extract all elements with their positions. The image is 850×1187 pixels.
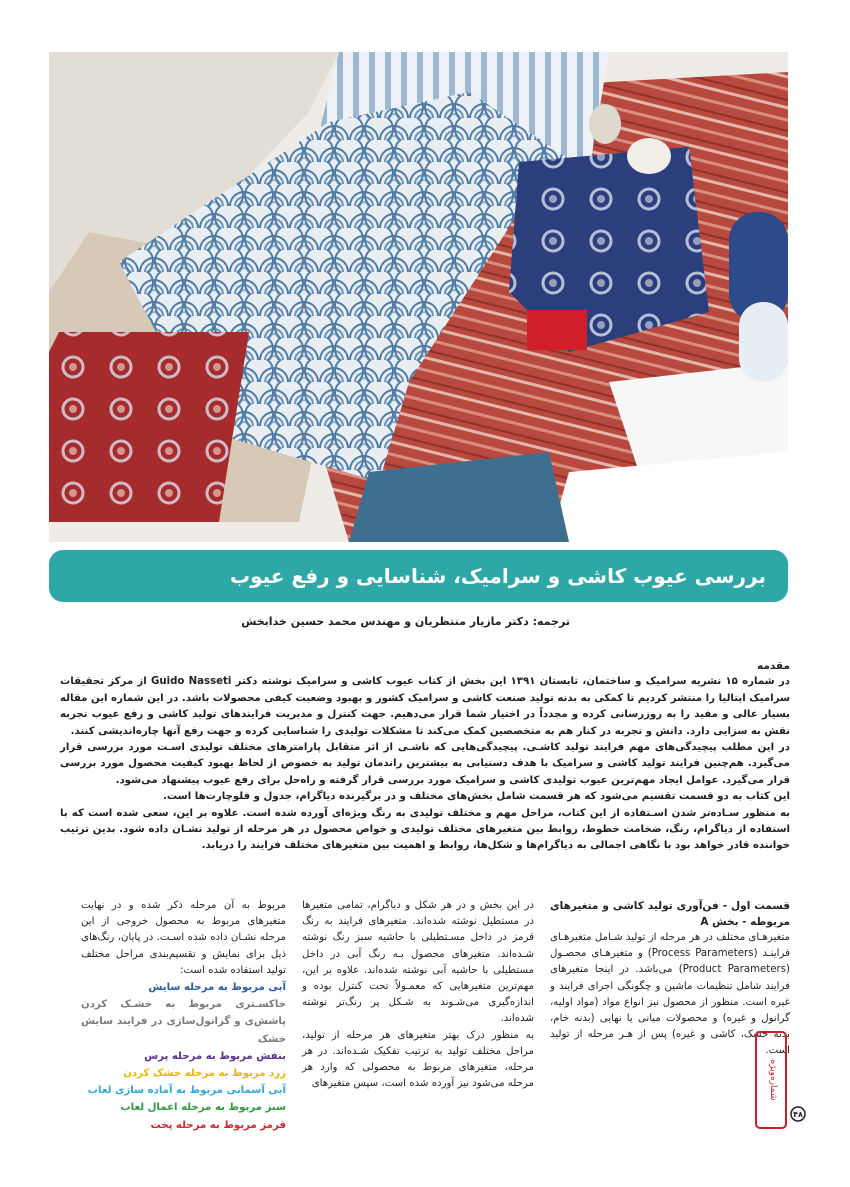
stamp-text: شماره‌ویژه [768,1059,778,1101]
legend-item: زرد مربوط به مرحله خشک کردن [123,1068,286,1080]
page-number: ۴۸ [793,1110,803,1119]
title-banner [49,550,788,602]
column-text: به منظور درک بهتر متغیرهای هر مرحله از تولید، مراحل مختلف تولید به ترتیب تفکیک شـده‌اند. در هر مرحله، متغیرهای مربوط به محصولی که وارد هر مرحله می‌شود نیز آورده شده است، سپس متغیرهای [302,1029,534,1090]
column-text: در این بخش و در هر شکل و دیاگرام، تمامی متغیرها در مستطیل نوشته شده‌اند. متغیرهای فرایند به رنگ قرمز در داخل مسـتطیلی با حاشیه سبز رنگ نوشته شـده‌اند. متغیرهای محصول بـه رنگ آبی در داخل مستطیلی با حاشیه آبی نوشته شده‌اند. علاوه بر این، مهم‌ترین متغیرهایی که معمـولاً تحت کنترل بوده و اندازه‌گیری می‌شـوند به شـکل پر رنگ‌تر نوشته شده‌اند. [302,900,534,1025]
legend-item: خاکسـتری مربوط به خشـک کردن پاشش‌ی و گرانول‌سازی در فرایند سایش خشک [81,999,286,1045]
column-text: متغیرهـای مختلف در هر مرحله از تولید شـامل متغیرهـای فراینـد (Process Parameters) و متغیرهـای محصـول (Product Parameters) می‌باشد. در اینجا متغیرهای فرایند شامل تنظیمات ماشین و چگونگی اجرای فرایند و غیره است. منظور از محصول نیز انواع مواد (مواد اولیه، گرانول و غیره) و محصولات میانی یا نهایی (بدنه خام، بدنه خشک، کاشی و غیره) پس از هـر مرحله از تولید است. [550,932,791,1057]
tiles-illustration [49,52,788,542]
column-middle [302,898,534,1148]
intro-paragraph: این کتاب به دو قسمت تقسیم می‌شود که هر قسمت شامل بخش‌های مختلف و در برگیرنده دیاگرام، جدول و فلوچارت‌ها است. [163,791,790,803]
section-heading: قسمت اول - فن‌آوری تولید کاشی و متغیرهای مربوطه - بخش A [550,900,790,928]
hero-photo [49,52,788,542]
intro-paragraph: به منظور سـاده‌تر شدن اسـتفاده از این کتاب، مراحل مهم و مختلف تولیدی به رنگ ویژه‌ای آورده شده است. علاوه بر این، سعی شده است که با استفاده از دیاگرام، رنگ، ضخامت خطوط، روابط بین متغیرهای مختلف تولیدی و خواص محصول در هر مرحله از تولید نشـان داده شود. بدین ترتیب خواننده قادر خواهد بود با نگاهی اجمالی به دیاگرام‌ها و شکل‌ها، روابط و اهمیت بین متغیرهای مختلف فرایند را دریابد. [60,807,790,852]
legend-item: سبز مربوط به مرحله اعمال لعاب [120,1102,286,1114]
intro-heading: مقدمه [757,660,790,672]
intro-paragraph: در این مطلب پیچیدگی‌های مهم فرایند تولید کاشـی. پیچیدگی‌هایی که ناشـی از اثر متقابل پارامترهای مختلف تولیدی اسـت مورد بررسی قرار می‌گیرد. هم‌چنین فرایند تولید کاشی و سرامیک با هدف دستیابی به بیشترین راندمان تولید به خصوص از لحاظ بهبود کیفیت محصول مورد بررسی قرار می‌گیرد. عوامل ایجاد مهم‌ترین عیوب تولیدی کاشی و سرامیک مورد بررسی قرار گرفته و راه‌حل برای رفع عیوب پیشنهاد می‌شود. [60,742,790,786]
legend-item: قرمز مربوط به مرحله پخت [150,1119,286,1131]
legend-item: آبی آسمانی مربوط به آماده سازی لعاب [87,1085,286,1097]
magazine-stamp [742,1028,806,1132]
body-columns [58,898,790,1148]
legend-item: بنفش مربوط به مرحله پرس [144,1050,286,1062]
intro-paragraph: در شماره ۱۵ نشریه سرامیک و ساختمان، تابستان ۱۳۹۱ این بخش از کتاب عیوب کاشی و سرامیک نوشته دکتر Guido Nasseti از مرکز تحقیقات سرامیک ایتالیا را منتشر کردیم تا کمکی به بدنه تولید صنعت کاشی و سرامیک کشور و بهبود وضعیت کیفی محصولات باشد. در این شماره این مقاله بسیار عالی و مفید را به روزرسانی کرده و مجدداً در اختیار شما قرار می‌دهیم. جهت کنترل و مدیریت فرایندهای تولید کاشی و رفع عیوب تجربه نقش به سزایی دارد. دانش و تجربه در کنار هم به متخصصین کمک می‌کند تا مشکلات تولیدی را شناسایی کرده و جهت رفع آنها چاره‌اندیشی کنند. [60,676,790,737]
byline: ترجمه: دکتر مازیار منتظریان و مهندس محمد حسین خدابخش [241,615,570,628]
column-left [81,898,286,1148]
legend-item: آبی مربوط به مرحله سایش [148,982,286,994]
column-text: مربوط به آن مرحله ذکر شده و در نهایت متغیرهای مربوط به محصول خروجی از این مرحله نشـان داده شده اسـت. در پایان، رنگ‌های ذیل برای نمایش و تقسیم‌بندی مراحل مختلف تولید استفاده شده است: [81,900,286,976]
page-title: بررسی عیوب کاشی و سرامیک، شناسایی و رفع عیوب [229,564,766,588]
intro-section [60,658,790,855]
